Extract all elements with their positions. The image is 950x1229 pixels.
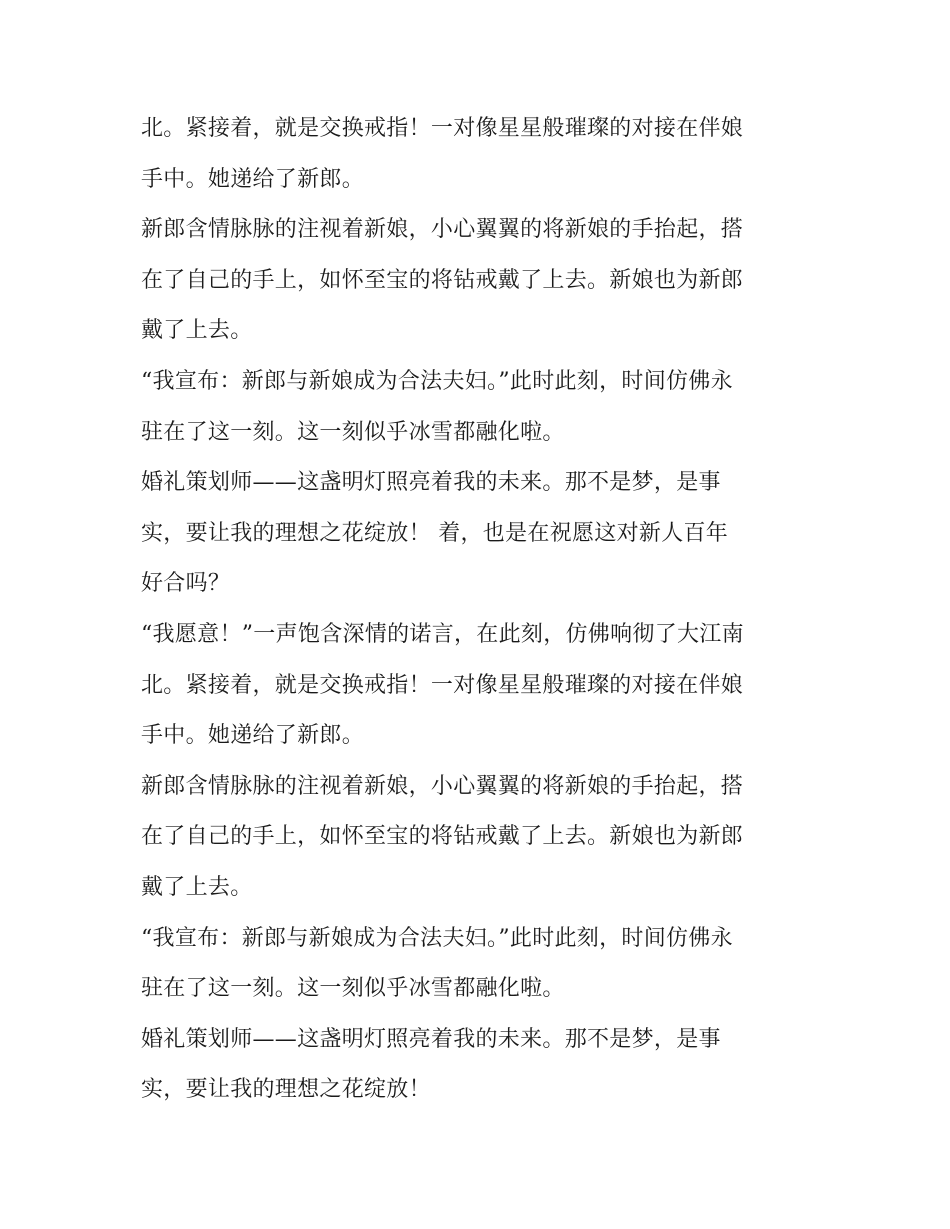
text-line: 在了自己的手上，如怀至宝的将钻戒戴了上去。新娘也为新郎 <box>141 267 744 293</box>
text-line: 手中。她递给了新郎。 <box>141 166 365 192</box>
text-line: 实，要让我的理想之花绽放！ <box>141 1077 431 1103</box>
text-line: 新郎含情脉脉的注视着新娘，小心翼翼的将新娘的手抬起，搭 <box>141 217 744 243</box>
text-line: 婚礼策划师——这盏明灯照亮着我的未来。那不是梦，是事 <box>141 470 721 496</box>
text-line: 驻在了这一刻。这一刻似乎冰雪都融化啦。 <box>141 419 565 445</box>
text-line: 驻在了这一刻。这一刻似乎冰雪都融化啦。 <box>141 976 565 1002</box>
text-line: “我宣布：新郎与新娘成为合法夫妇。”此时此刻，时间仿佛永 <box>141 368 733 394</box>
text-line: 新郎含情脉脉的注视着新娘，小心翼翼的将新娘的手抬起，搭 <box>141 773 744 799</box>
text-line: 在了自己的手上，如怀至宝的将钻戒戴了上去。新娘也为新郎 <box>141 824 744 850</box>
text-line: “我愿意！”一声饱含深情的诺言，在此刻，仿佛响彻了大江南 <box>141 621 744 647</box>
text-line: 北。紧接着，就是交换戒指！一对像星星般璀璨的对接在伴娘 <box>141 116 744 141</box>
text-line: 戴了上去。 <box>141 874 253 900</box>
text-line: “我宣布：新郎与新娘成为合法夫妇。”此时此刻，时间仿佛永 <box>141 925 733 951</box>
text-line: 戴了上去。 <box>141 318 253 344</box>
document-body <box>141 104 821 1116</box>
text-line: 北。紧接着，就是交换戒指！一对像星星般璀璨的对接在伴娘 <box>141 672 744 698</box>
text-line: 婚礼策划师——这盏明灯照亮着我的未来。那不是梦，是事 <box>141 1026 721 1052</box>
text-line: 手中。她递给了新郎。 <box>141 723 365 749</box>
text-line: 好合吗？ <box>141 571 231 597</box>
text-line: 实，要让我的理想之花绽放！ 着，也是在祝愿这对新人百年 <box>141 520 729 546</box>
